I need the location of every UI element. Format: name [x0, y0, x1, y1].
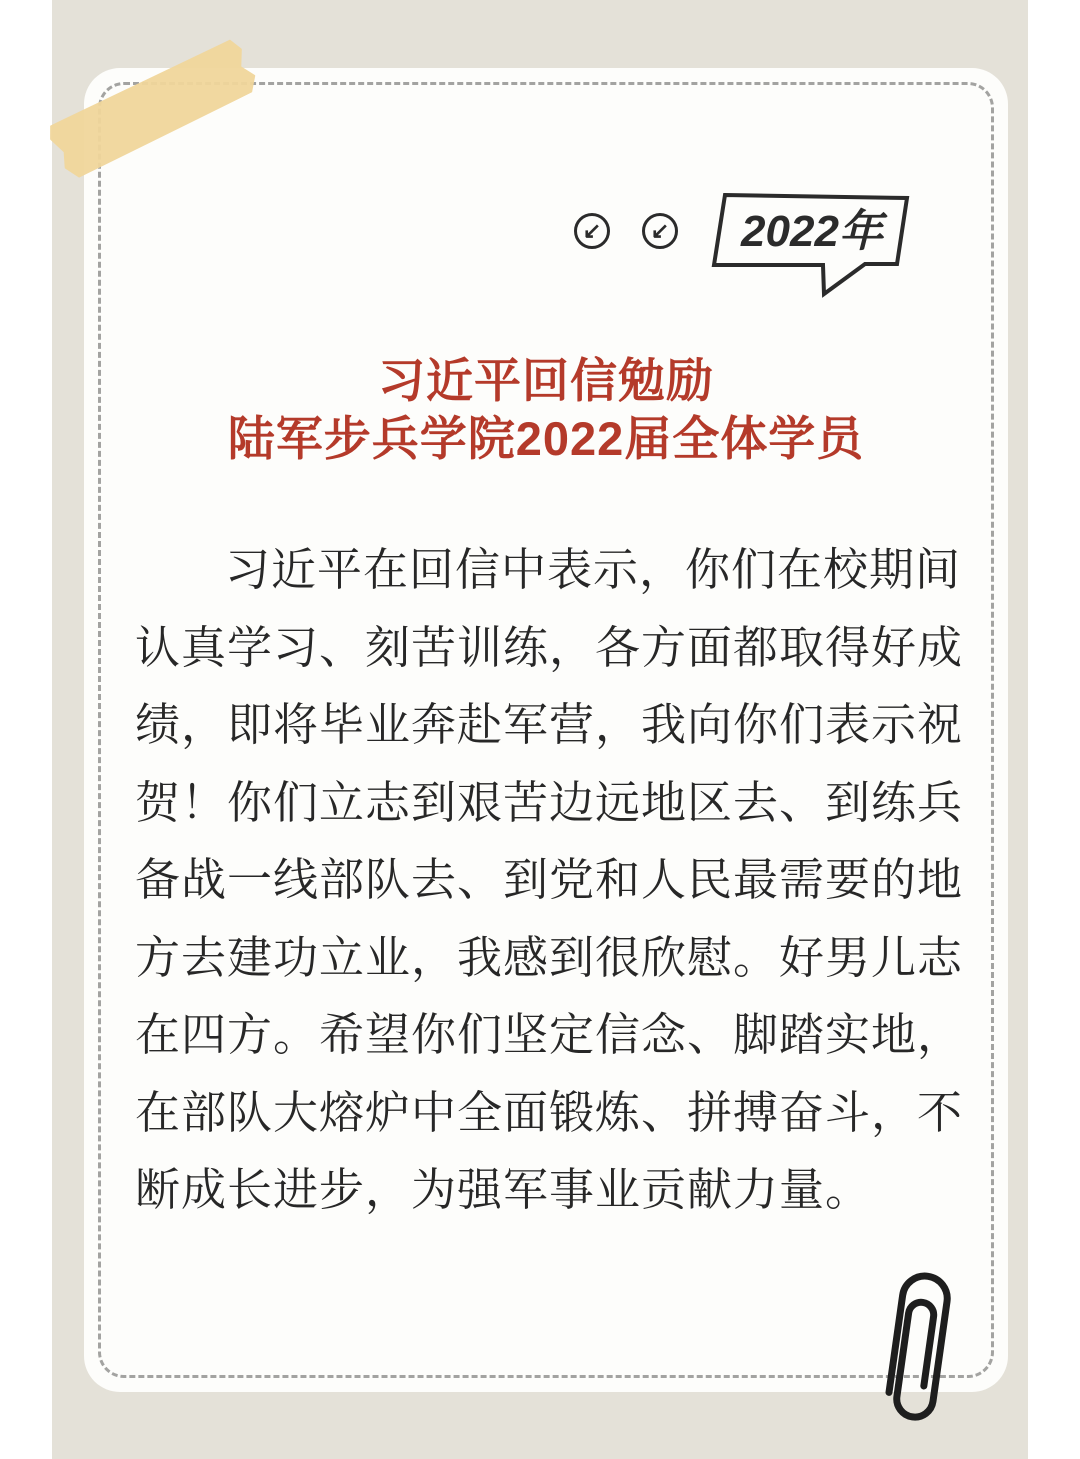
body-line: 方去建功立业，我感到很欣慰。好男儿志 — [135, 931, 964, 983]
body-line: 绩，即将毕业奔赴军营，我向你们表示祝 — [135, 699, 964, 750]
arrow-glyph: ↙ — [650, 218, 670, 243]
arrow-glyph: ↙ — [582, 218, 602, 243]
year-speech-bubble — [700, 186, 920, 306]
year-label: 2022年 — [741, 207, 883, 256]
arrow-down-left-icon — [574, 213, 610, 249]
body-line: 在四方。希望你们坚定信念、脚踏实地， — [135, 1009, 964, 1060]
body-paragraph — [135, 531, 980, 1229]
body-line: 备战一线部队去、到党和人民最需要的地 — [135, 854, 964, 905]
body-line: 在部队大熔炉中全面锻炼、拼搏奋斗，不 — [135, 1086, 964, 1138]
arrow-down-left-icon — [642, 213, 678, 249]
body-line: 贺！你们立志到艰苦边远地区去、到练兵 — [135, 776, 964, 828]
body-line: 习近平在回信中表示，你们在校期间 — [225, 544, 962, 595]
title-line-1: 习近平回信勉励 — [378, 354, 714, 407]
body-line: 认真学习、刻苦训练，各方面都取得好成 — [135, 621, 964, 673]
title-line-2: 陆军步兵学院2022届全体学员 — [227, 412, 865, 465]
page-title — [84, 352, 1008, 468]
paperclip-wire — [886, 1273, 950, 1419]
body-line: 断成长进步，为强军事业贡献力量。 — [135, 1164, 872, 1215]
